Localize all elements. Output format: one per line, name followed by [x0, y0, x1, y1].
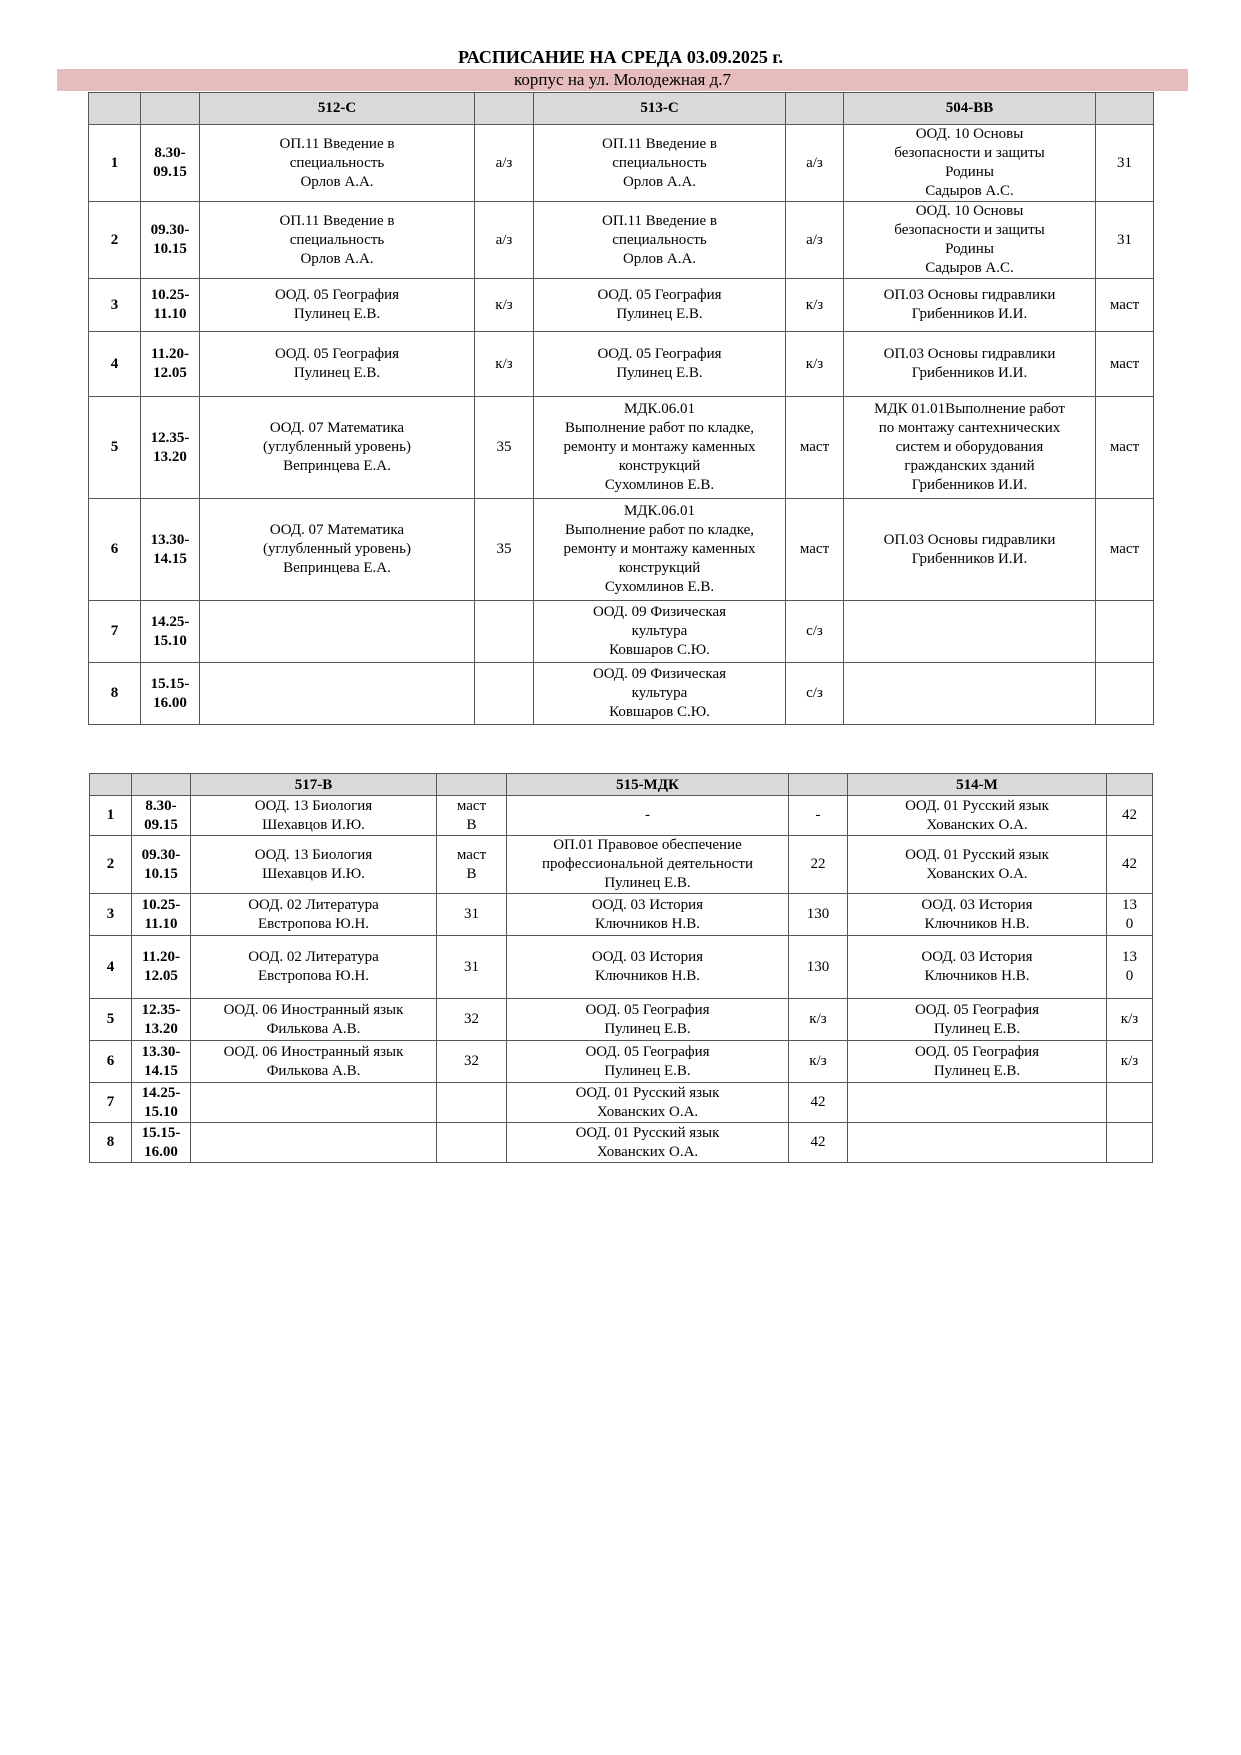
- room-cell: маст: [786, 397, 844, 499]
- lesson-cell: ООД. 05 География Пулинец Е.В.: [848, 999, 1107, 1041]
- room-cell: 32: [437, 1041, 507, 1083]
- table-row: [89, 601, 1154, 663]
- lesson-cell: [191, 1123, 437, 1163]
- lesson-cell: ООД. 01 Русский язык Хованских О.А.: [507, 1123, 789, 1163]
- lesson-cell: -: [507, 796, 789, 836]
- room-cell: а/з: [786, 202, 844, 279]
- room-cell: к/з: [475, 279, 534, 332]
- group-header: 504-ВВ: [844, 93, 1096, 125]
- lesson-number: 8: [90, 1123, 132, 1163]
- table-row: [90, 999, 1153, 1041]
- lesson-time: 13.30- 14.15: [132, 1041, 191, 1083]
- lesson-number: 6: [89, 499, 141, 601]
- lesson-cell: [848, 1083, 1107, 1123]
- header-room: [437, 774, 507, 796]
- lesson-cell: ОП.03 Основы гидравлики Грибенников И.И.: [844, 499, 1096, 601]
- lesson-number: 2: [89, 202, 141, 279]
- room-cell: [1107, 1083, 1153, 1123]
- lesson-time: 09.30- 10.15: [141, 202, 200, 279]
- lesson-cell: МДК.06.01 Выполнение работ по кладке, ремонту и монтажу каменных конструкций Сухомлинов Е.В.: [534, 397, 786, 499]
- lesson-cell: ООД. 03 История Ключников Н.В.: [507, 894, 789, 936]
- table-row: [90, 936, 1153, 999]
- header-num: [90, 774, 132, 796]
- room-cell: маст: [786, 499, 844, 601]
- room-cell: маст: [1096, 499, 1154, 601]
- lesson-number: 5: [90, 999, 132, 1041]
- lesson-time: 8.30- 09.15: [132, 796, 191, 836]
- lesson-cell: ООД. 09 Физическая культура Ковшаров С.Ю.: [534, 601, 786, 663]
- lesson-cell: ОП.03 Основы гидравлики Грибенников И.И.: [844, 279, 1096, 332]
- schedule-table-2: [89, 773, 1153, 1163]
- lesson-time: 13.30- 14.15: [141, 499, 200, 601]
- lesson-time: 09.30- 10.15: [132, 836, 191, 894]
- room-cell: 35: [475, 397, 534, 499]
- lesson-cell: [844, 601, 1096, 663]
- group-header: 513-С: [534, 93, 786, 125]
- room-cell: маст: [1096, 279, 1154, 332]
- lesson-cell: ООД. 13 Биология Шехавцов И.Ю.: [191, 796, 437, 836]
- table-row: [90, 1083, 1153, 1123]
- lesson-number: 2: [90, 836, 132, 894]
- lesson-number: 3: [89, 279, 141, 332]
- lesson-time: 15.15- 16.00: [132, 1123, 191, 1163]
- lesson-number: 1: [90, 796, 132, 836]
- room-cell: к/з: [786, 279, 844, 332]
- page-title: РАСПИСАНИЕ НА СРЕДА 03.09.2025 г.: [458, 47, 783, 67]
- table-row: [90, 796, 1153, 836]
- header-room: [475, 93, 534, 125]
- header-room: [789, 774, 848, 796]
- lesson-cell: ОП.11 Введение в специальность Орлов А.А.: [534, 125, 786, 202]
- lesson-cell: [844, 663, 1096, 725]
- room-cell: маст В: [437, 796, 507, 836]
- room-cell: [1096, 663, 1154, 725]
- lesson-time: 11.20- 12.05: [132, 936, 191, 999]
- room-cell: 13 0: [1107, 894, 1153, 936]
- room-cell: 32: [437, 999, 507, 1041]
- room-cell: 35: [475, 499, 534, 601]
- room-cell: -: [789, 796, 848, 836]
- room-cell: 31: [1096, 125, 1154, 202]
- lesson-cell: ООД. 05 География Пулинец Е.В.: [507, 1041, 789, 1083]
- room-cell: к/з: [789, 999, 848, 1041]
- lesson-time: 14.25- 15.10: [132, 1083, 191, 1123]
- table-row: [89, 279, 1154, 332]
- lesson-number: 7: [90, 1083, 132, 1123]
- lesson-number: 4: [89, 332, 141, 397]
- lesson-time: 14.25- 15.10: [141, 601, 200, 663]
- room-cell: 13 0: [1107, 936, 1153, 999]
- lesson-number: 6: [90, 1041, 132, 1083]
- lesson-cell: ООД. 05 География Пулинец Е.В.: [534, 279, 786, 332]
- lesson-cell: [848, 1123, 1107, 1163]
- lesson-cell: ООД. 13 Биология Шехавцов И.Ю.: [191, 836, 437, 894]
- room-cell: а/з: [475, 202, 534, 279]
- room-cell: а/з: [475, 125, 534, 202]
- room-cell: 42: [789, 1083, 848, 1123]
- lesson-cell: ООД. 01 Русский язык Хованских О.А.: [848, 796, 1107, 836]
- schedule-table-1: [88, 92, 1154, 725]
- room-cell: к/з: [1107, 1041, 1153, 1083]
- header-time: [132, 774, 191, 796]
- table-row: [89, 332, 1154, 397]
- table-row: [90, 836, 1153, 894]
- room-cell: 31: [437, 894, 507, 936]
- room-cell: с/з: [786, 601, 844, 663]
- header-num: [89, 93, 141, 125]
- lesson-time: 15.15- 16.00: [141, 663, 200, 725]
- table-row: [89, 499, 1154, 601]
- room-cell: с/з: [786, 663, 844, 725]
- lesson-cell: ОП.11 Введение в специальность Орлов А.А.: [200, 202, 475, 279]
- lesson-cell: МДК.06.01 Выполнение работ по кладке, ремонту и монтажу каменных конструкций Сухомлинов Е.В.: [534, 499, 786, 601]
- room-cell: к/з: [475, 332, 534, 397]
- header-room: [786, 93, 844, 125]
- lesson-cell: ООД. 07 Математика (углубленный уровень) Вепринцева Е.А.: [200, 397, 475, 499]
- lesson-cell: [200, 601, 475, 663]
- group-header: 514-М: [848, 774, 1107, 796]
- lesson-cell: ООД. 01 Русский язык Хованских О.А.: [848, 836, 1107, 894]
- building-subtitle: корпус на ул. Молодежная д.7: [57, 69, 1188, 91]
- lesson-cell: ООД. 05 География Пулинец Е.В.: [200, 332, 475, 397]
- lesson-cell: ООД. 07 Математика (углубленный уровень) Вепринцева Е.А.: [200, 499, 475, 601]
- lesson-cell: ООД. 05 География Пулинец Е.В.: [848, 1041, 1107, 1083]
- room-cell: [475, 663, 534, 725]
- lesson-cell: [200, 663, 475, 725]
- room-cell: 42: [789, 1123, 848, 1163]
- lesson-cell: ООД. 05 География Пулинец Е.В.: [200, 279, 475, 332]
- lesson-number: 7: [89, 601, 141, 663]
- lesson-time: 10.25- 11.10: [141, 279, 200, 332]
- room-cell: 42: [1107, 796, 1153, 836]
- lesson-cell: ООД. 10 Основы безопасности и защиты Родины Садыров А.С.: [844, 125, 1096, 202]
- room-cell: [475, 601, 534, 663]
- room-cell: 31: [1096, 202, 1154, 279]
- group-header: 512-С: [200, 93, 475, 125]
- lesson-cell: ОП.11 Введение в специальность Орлов А.А.: [200, 125, 475, 202]
- table-row: [89, 663, 1154, 725]
- table-row: [89, 397, 1154, 499]
- lesson-cell: ООД. 02 Литература Евстропова Ю.Н.: [191, 894, 437, 936]
- lesson-time: 10.25- 11.10: [132, 894, 191, 936]
- room-cell: 42: [1107, 836, 1153, 894]
- room-cell: к/з: [1107, 999, 1153, 1041]
- lesson-number: 8: [89, 663, 141, 725]
- lesson-cell: ООД. 05 География Пулинец Е.В.: [534, 332, 786, 397]
- lesson-cell: ООД. 06 Иностранный язык Филькова А.В.: [191, 1041, 437, 1083]
- lesson-time: 8.30- 09.15: [141, 125, 200, 202]
- lesson-cell: ООД. 03 История Ключников Н.В.: [848, 894, 1107, 936]
- lesson-number: 4: [90, 936, 132, 999]
- lesson-cell: ОП.03 Основы гидравлики Грибенников И.И.: [844, 332, 1096, 397]
- lesson-cell: ОП.11 Введение в специальность Орлов А.А.: [534, 202, 786, 279]
- lesson-cell: ООД. 10 Основы безопасности и защиты Родины Садыров А.С.: [844, 202, 1096, 279]
- room-cell: маст: [1096, 332, 1154, 397]
- header-room: [1107, 774, 1153, 796]
- lesson-cell: [191, 1083, 437, 1123]
- lesson-time: 12.35- 13.20: [132, 999, 191, 1041]
- room-cell: 22: [789, 836, 848, 894]
- lesson-cell: ОП.01 Правовое обеспечение профессиональной деятельности Пулинец Е.В.: [507, 836, 789, 894]
- lesson-cell: МДК 01.01Выполнение работ по монтажу сантехнических систем и оборудования гражданских зданий Грибенников И.И.: [844, 397, 1096, 499]
- lesson-time: 11.20- 12.05: [141, 332, 200, 397]
- room-cell: [1107, 1123, 1153, 1163]
- table-row: [89, 125, 1154, 202]
- lesson-number: 1: [89, 125, 141, 202]
- table-row: [90, 1041, 1153, 1083]
- header-room: [1096, 93, 1154, 125]
- room-cell: к/з: [786, 332, 844, 397]
- group-header: 515-МДК: [507, 774, 789, 796]
- room-cell: 130: [789, 936, 848, 999]
- table-row: [90, 894, 1153, 936]
- lesson-cell: ООД. 05 География Пулинец Е.В.: [507, 999, 789, 1041]
- lesson-cell: ООД. 06 Иностранный язык Филькова А.В.: [191, 999, 437, 1041]
- room-cell: [1096, 601, 1154, 663]
- room-cell: 130: [789, 894, 848, 936]
- group-header: 517-В: [191, 774, 437, 796]
- room-cell: к/з: [789, 1041, 848, 1083]
- room-cell: [437, 1123, 507, 1163]
- lesson-cell: ООД. 03 История Ключников Н.В.: [507, 936, 789, 999]
- header-time: [141, 93, 200, 125]
- table-header-row: [89, 93, 1154, 125]
- lesson-number: 5: [89, 397, 141, 499]
- lesson-cell: ООД. 02 Литература Евстропова Ю.Н.: [191, 936, 437, 999]
- table-row: [90, 1123, 1153, 1163]
- room-cell: [437, 1083, 507, 1123]
- lesson-time: 12.35- 13.20: [141, 397, 200, 499]
- room-cell: маст В: [437, 836, 507, 894]
- lesson-cell: ООД. 09 Физическая культура Ковшаров С.Ю.: [534, 663, 786, 725]
- table-row: [89, 202, 1154, 279]
- room-cell: а/з: [786, 125, 844, 202]
- lesson-cell: ООД. 03 История Ключников Н.В.: [848, 936, 1107, 999]
- lesson-cell: ООД. 01 Русский язык Хованских О.А.: [507, 1083, 789, 1123]
- lesson-number: 3: [90, 894, 132, 936]
- room-cell: 31: [437, 936, 507, 999]
- table-header-row: [90, 774, 1153, 796]
- room-cell: маст: [1096, 397, 1154, 499]
